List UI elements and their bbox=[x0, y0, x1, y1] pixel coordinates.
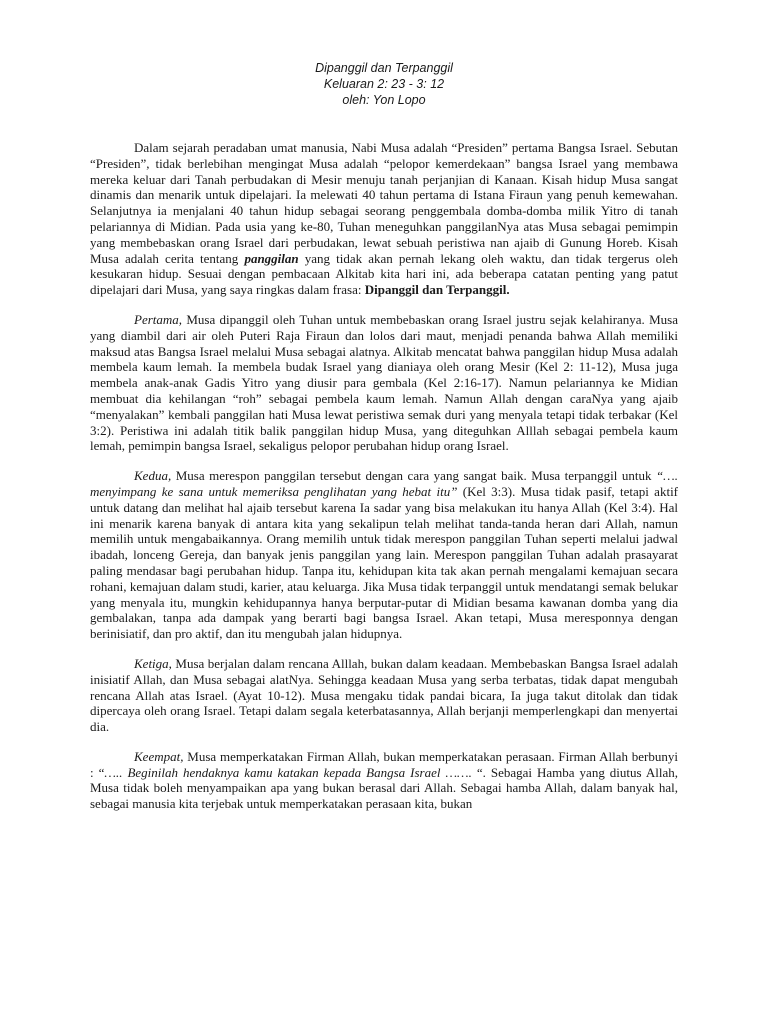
intro-emphasis: panggilan bbox=[244, 250, 299, 266]
author-line: oleh: Yon Lopo bbox=[342, 93, 426, 107]
point-2-paragraph bbox=[90, 468, 678, 642]
point-2-quote: “…. menyimpang ke sana untuk memeriksa penglihatan yang hebat itu” bbox=[90, 468, 678, 499]
point-1-text: Musa dipanggil oleh Tuhan untuk membebaskan orang Israel justru sejak kelahiranya. Musa yang diambil dari air oleh Puteri Raja Firaun dan lolos dari maut, menjadi penanda bahwa Allah memiliki maksud atas Bangsa Israel melalui Musa sebagai alatnya. Alkitab mencatat bahwa panggilan hidup Musa adalah membela kaum lemah. Ia membela budak Israel yang dianiaya oleh orang Mesir (Kel 2: 11-12), Musa juga membela anak-anak Gadis Yitro yang diusir para gembala (Kel 2:16-17). Namun pelariannya ke Midian membuat dia kehilangan “roh” sebagai pembela kaum lemah. Namun Allah dengan caraNya yang ajaib “menyalakan” kembali panggilan hati Musa lewat peristiwa semak duri yang menyala tetapi tidak terbakar (Kel 3:2). Peristiwa ini adalah titik balik panggilan hidup Musa, yang diteguhkan Alllah sebagai pembela kaum lemah, pemimpin bangsa Israel, sekaligus pelopor perubahan hidup orang Israel. bbox=[90, 311, 678, 454]
point-4-paragraph bbox=[90, 749, 678, 812]
document-title: Dipanggil dan Terpanggil bbox=[315, 61, 453, 75]
point-1-lead: Pertama, bbox=[134, 311, 183, 327]
intro-text-2: yang tidak akan pernah lekang oleh waktu, dan tidak tergerus oleh kesukaran hidup. Sesuai dengan pembacaan Alkitab kita hari ini, ada beberapa catatan penting yang patut dipelajari dari Musa, yang saya ringkas dalam frasa: bbox=[90, 250, 678, 298]
intro-paragraph bbox=[90, 140, 678, 298]
point-2-text-1: Musa merespon panggilan tersebut dengan cara yang sangat baik. Musa terpanggil untuk bbox=[171, 468, 656, 484]
intro-bold-phrase: Dipanggil dan Terpanggil. bbox=[364, 282, 510, 298]
document-page bbox=[90, 60, 678, 812]
point-3-lead: Ketiga, bbox=[134, 655, 172, 671]
point-4-lead: Keempat, bbox=[134, 748, 184, 764]
point-3-paragraph bbox=[90, 656, 678, 735]
point-4-quote: ….. Beginilah hendaknya kamu katakan kepada Bangsa Israel ……. bbox=[104, 764, 472, 780]
title-block bbox=[90, 60, 678, 108]
intro-text-1: Dalam sejarah peradaban umat manusia, Nabi Musa adalah “Presiden” pertama Bangsa Israel. Sebutan “Presiden”, tidak berlebihan mengingat Musa adalah “pelopor kemerdekaan” bangsa Israel yang membawa mereka keluar dari Tanah perbudakan di Mesir menuju tanah perjanjian di Kanaan. Kisah hidup Musa sangat dinamis dan menarik untuk dipelajari. Ia melewati 40 tahun pertama di Istana Firaun yang penuh kemewahan. Selanjutnya ia menjalani 40 tahun hidup sebagai seorang penggembala domba-domba milik Yitro di tanah pelariannya di Midian. Pada usia yang ke-80, Tuhan meneguhkan panggilanNya atas Musa sebagai pemimpin yang membebaskan orang Israel dari perbudakan, lewat sebuah peristiwa nan ajaib di Gunung Horeb. Kisah Musa adalah cerita tentang bbox=[90, 140, 678, 266]
point-1-paragraph bbox=[90, 312, 678, 454]
scripture-reference: Keluaran 2: 23 - 3: 12 bbox=[323, 77, 445, 91]
point-4-text-2: “. Sebagai Hamba yang diutus Allah, Musa tidak boleh menyampaikan apa yang bukan berasal dari Allah. Sebagai hamba Allah, dalam banyak hal, sebagai manusia kita terjebak untuk memperkatakan perasaan kita, bukan bbox=[90, 764, 679, 812]
point-2-lead: Kedua, bbox=[134, 468, 172, 484]
point-4-text-1: Musa memperkatakan Firman Allah, bukan memperkatakan perasaan. Firman Allah berbunyi : “ bbox=[90, 748, 678, 780]
point-3-text: Musa berjalan dalam rencana Alllah, bukan dalam keadaan. Membebaskan Bangsa Israel adalah inisiatif Allah, dan Musa sebagai alatNya. Sehingga keadaan Musa yang serba terbatas, tidak dapat mengubah rencana Allah atas Israel. (Ayat 10-12). Musa mengaku tidak pandai bicara, Ia juga takut ditolak dan tidak dipercaya oleh orang Israel. Tetapi dalam segala keterbatasannya, Allah berjanji memperlengkapi dan menyertai dia. bbox=[90, 655, 678, 735]
point-2-text-2: (Kel 3:3). Musa tidak pasif, tetapi aktif untuk datang dan melihat hal ajaib tersebut karena Ia sadar yang bisa melakukan itu hanya Allah (Kel 3:4). Hal ini menarik karena banyak di antara kita yang sekalipun telah melihat tanda-tanda heran dari Allah, namun memilih untuk mengabaikannya. Orang memilih untuk tidak merespon panggilan Tuhan seperti melalui jadwal ibadah, lonceng Gereja, dan banyak jenis panggilan yang lain. Merespon panggilan Tuhan adalah prasayarat paling mendasar bagi perubahan hidup. Tanpa itu, kehidupan kita tak akan pernah mengalami kemajuan secara rohani, kemajuan dalam studi, karier, atau keluarga. Jika Musa tidak terpanggil untuk mendatangi semak belukar yang menyala itu, mungkin kehidupannya hanya berputar-putar di Midian besama kawanan domba yang dia gembalakan, tanpa ada dampak yang berarti bagi bangsa Israel. Akan tetapi, Musa meresponnya dengan berinisiatif, dan pro aktif, dan itu mengubah jalan hidupnya. bbox=[90, 483, 679, 642]
